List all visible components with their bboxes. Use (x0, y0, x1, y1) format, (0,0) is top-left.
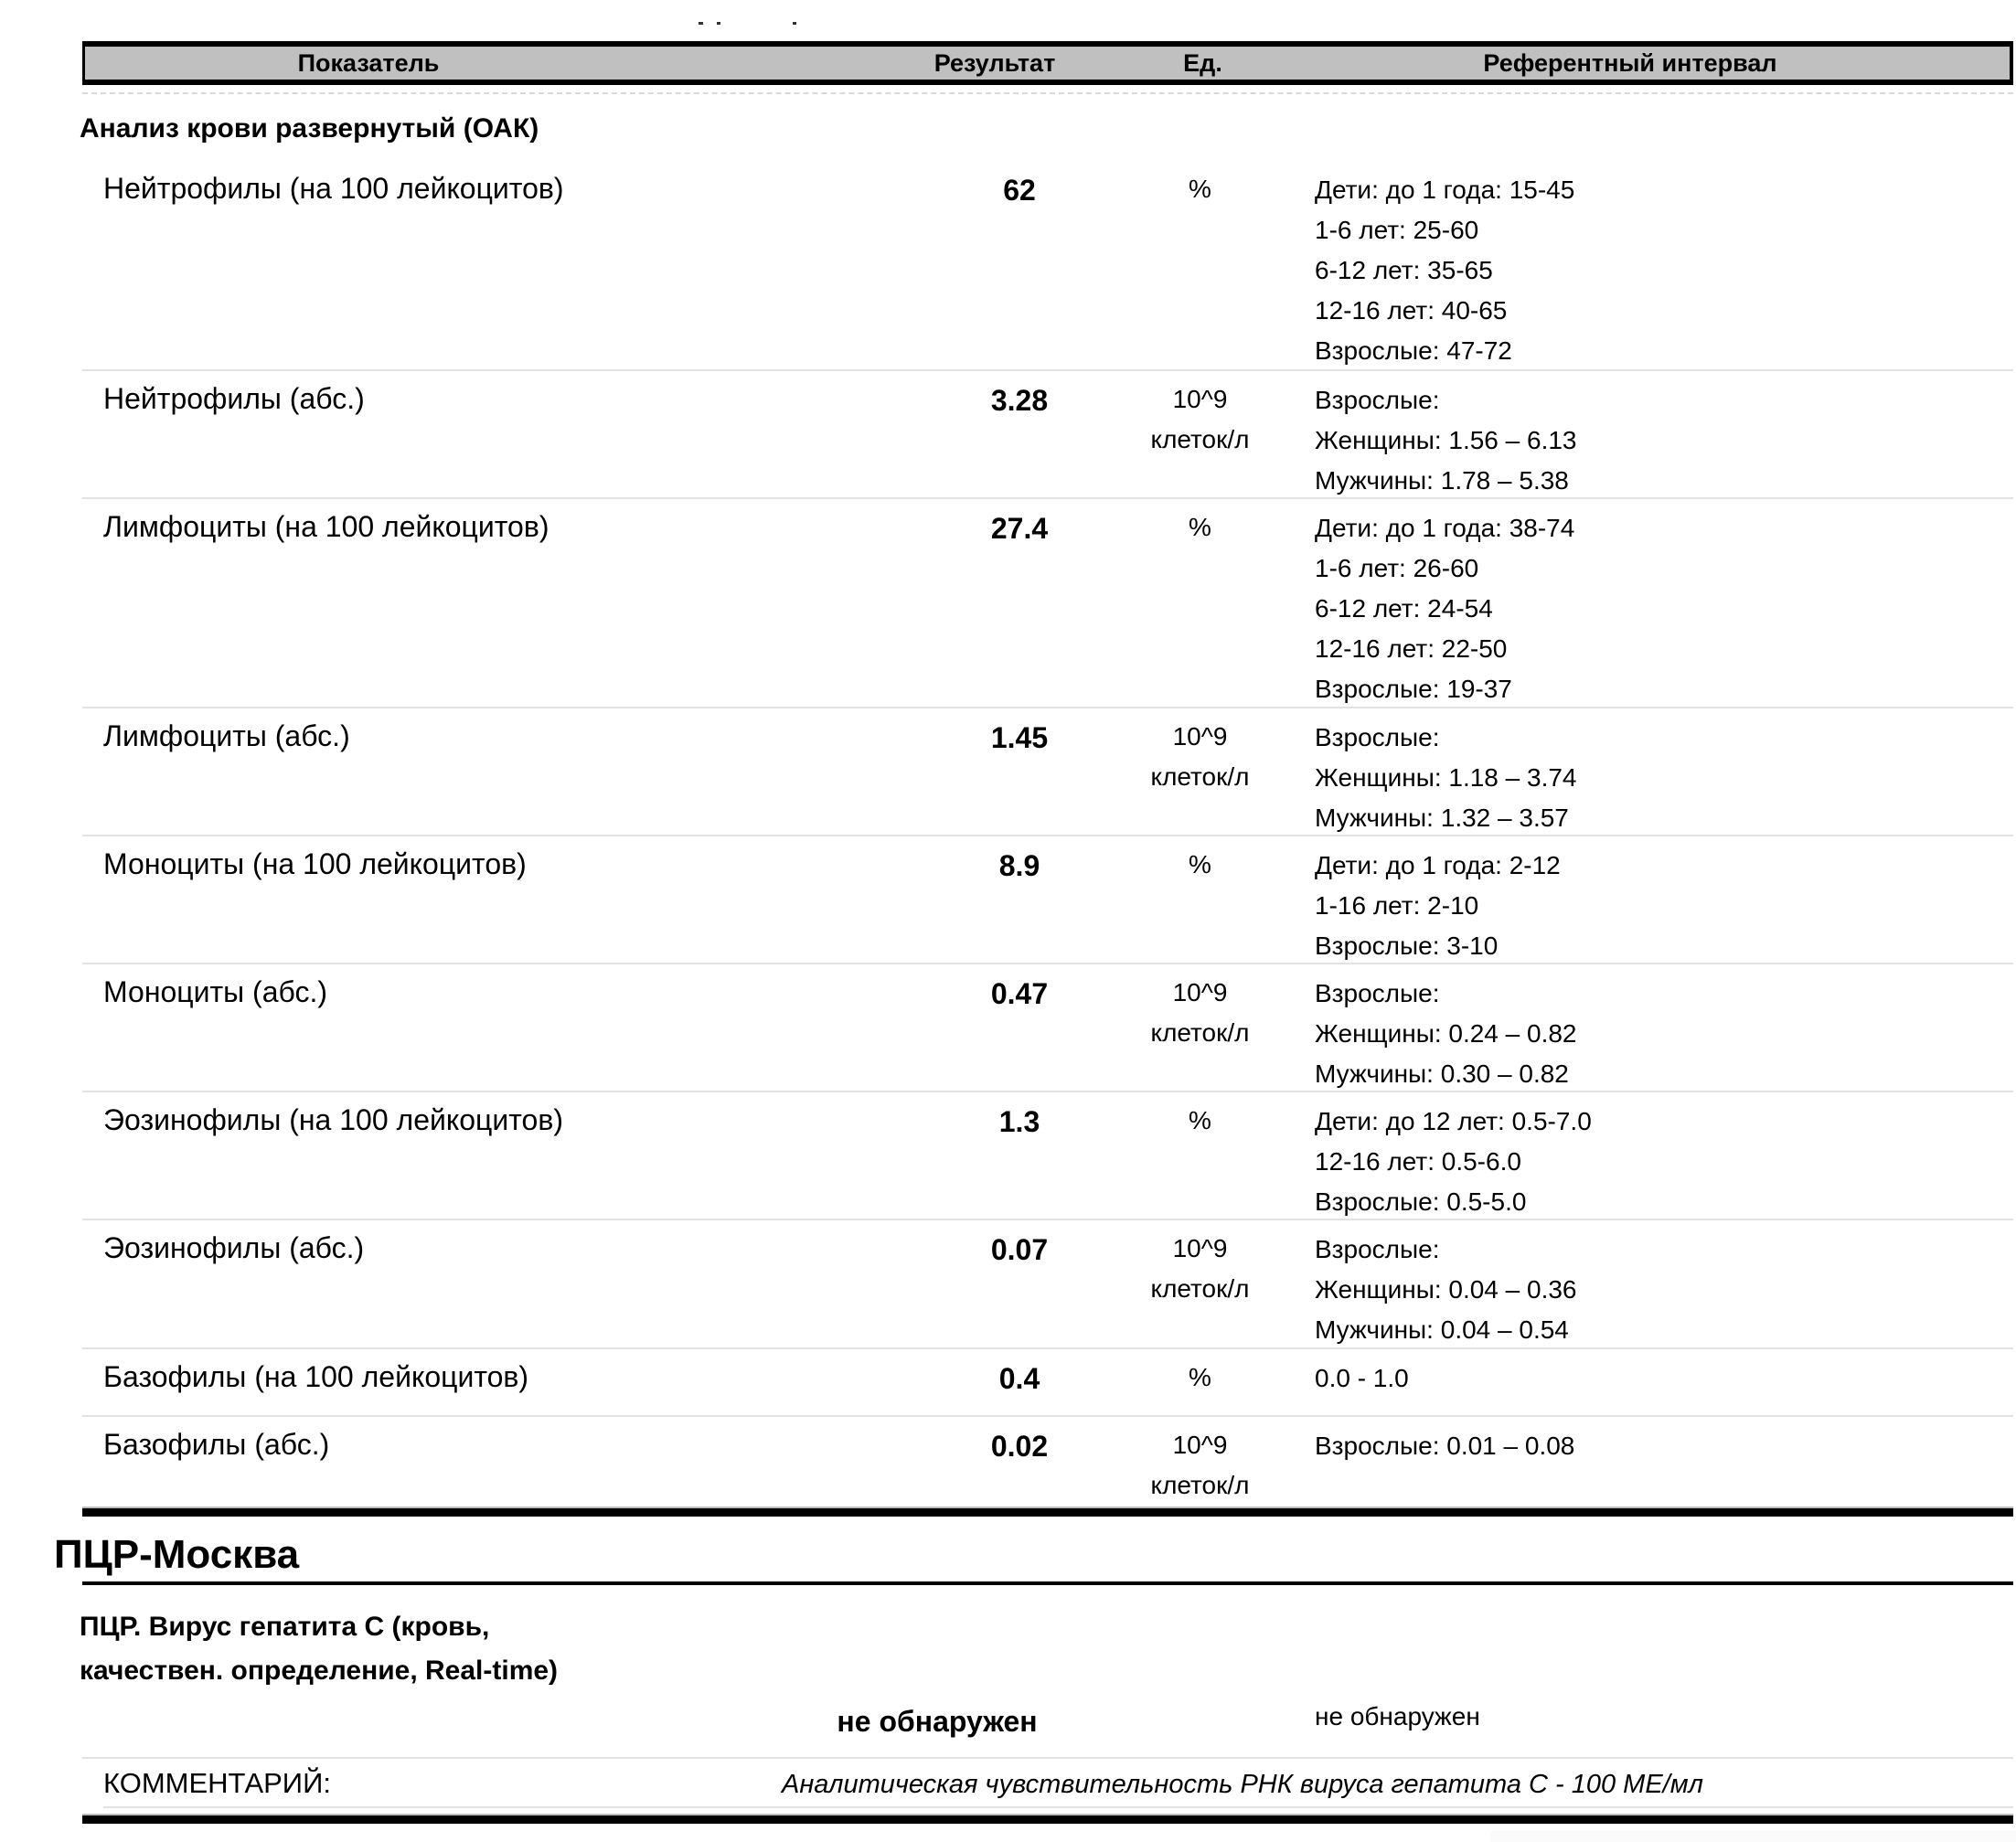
pcr-reference: не обнаружен (1315, 1702, 1480, 1730)
reference-line: Мужчины: 1.78 – 5.38 (1315, 466, 1569, 495)
reference-line: 12-16 лет: 22-50 (1315, 634, 1508, 663)
unit-line: % (1189, 850, 1211, 878)
indicator-name: Базофилы (на 100 лейкоцитов) (103, 1360, 529, 1393)
reference-line: Взрослые: 47-72 (1315, 336, 1512, 365)
reference-line: Дети: до 12 лет: 0.5-7.0 (1315, 1107, 1592, 1135)
unit-line: 10^9 (1172, 722, 1228, 751)
column-header-unit: Ед. (1183, 49, 1222, 77)
indicator-name: Нейтрофилы (абс.) (103, 382, 365, 415)
indicator-name: Эозинофилы (на 100 лейкоцитов) (103, 1103, 563, 1136)
reference-line: Женщины: 0.04 – 0.36 (1315, 1275, 1577, 1304)
reference-interval (1315, 974, 1577, 1094)
row-divider (82, 369, 2013, 371)
column-header-reference: Референтный интервал (1483, 49, 1777, 77)
reference-line: 6-12 лет: 24-54 (1315, 594, 1493, 623)
section-title: Анализ крови развернутый (ОАК) (80, 113, 539, 144)
reference-interval (1315, 718, 1577, 838)
row-divider (103, 1806, 2013, 1808)
reference-line: 12-16 лет: 0.5-6.0 (1315, 1147, 1521, 1176)
unit-line: 10^9 (1172, 978, 1228, 1006)
indicator-name: Лимфоциты (абс.) (103, 719, 350, 752)
reference-line: Дети: до 1 года: 15-45 (1315, 176, 1575, 204)
reference-interval (1315, 170, 1574, 371)
row-divider (82, 963, 2013, 964)
reference-line: Взрослые: 19-37 (1315, 675, 1512, 703)
pcr-test-title-line: качествен. определение, Real-time) (80, 1656, 559, 1686)
unit-line: % (1189, 1363, 1211, 1391)
reference-interval (1315, 380, 1577, 501)
lab-title: ПЦР-Москва (54, 1532, 300, 1577)
reference-line: Дети: до 1 года: 2-12 (1315, 851, 1561, 879)
reference-line: Женщины: 1.56 – 6.13 (1315, 426, 1577, 454)
reference-line: 1-6 лет: 26-60 (1315, 554, 1479, 582)
reference-interval (1315, 846, 1561, 966)
result-value: 0.47 (990, 977, 1049, 1010)
reference-line: 1-6 лет: 25-60 (1315, 216, 1479, 244)
reference-line: Взрослые: (1315, 979, 1440, 1007)
row-divider (82, 835, 2013, 836)
unit (1134, 379, 1266, 460)
top-artifact (717, 22, 720, 25)
reference-line: Дети: до 1 года: 38-74 (1315, 514, 1575, 542)
reference-interval (1315, 1358, 1409, 1399)
reference-line: Женщины: 0.24 – 0.82 (1315, 1019, 1577, 1048)
reference-line: Взрослые: 0.01 – 0.08 (1315, 1432, 1575, 1460)
row-divider (82, 1415, 2013, 1417)
top-artifact (699, 22, 703, 25)
reference-interval (1315, 508, 1574, 709)
reference-line: Мужчины: 1.32 – 3.57 (1315, 804, 1569, 832)
reference-line: Взрослые: (1315, 723, 1440, 751)
reference-interval (1315, 1426, 1574, 1466)
unit-line: клеток/л (1150, 1274, 1250, 1303)
unit-line: % (1189, 513, 1211, 541)
unit-line: клеток/л (1150, 762, 1250, 791)
reference-line: 0.0 - 1.0 (1315, 1364, 1409, 1392)
header-divider (82, 92, 2013, 94)
pcr-result: не обнаружен (837, 1705, 1038, 1738)
unit (1134, 1358, 1266, 1398)
unit-line: клеток/л (1150, 1471, 1250, 1499)
unit-line: % (1189, 175, 1211, 203)
unit (1134, 507, 1266, 548)
unit-line: клеток/л (1150, 425, 1250, 453)
section-end-rule (82, 1507, 2013, 1517)
reference-line: Мужчины: 0.30 – 0.82 (1315, 1059, 1569, 1088)
result-value: 0.07 (990, 1233, 1049, 1266)
result-value: 3.28 (990, 384, 1049, 417)
unit-line: клеток/л (1150, 1018, 1250, 1047)
reference-line: Женщины: 1.18 – 3.74 (1315, 763, 1577, 792)
reference-line: Взрослые: 0.5-5.0 (1315, 1187, 1527, 1216)
reference-line: Мужчины: 0.04 – 0.54 (1315, 1315, 1569, 1344)
indicator-name: Нейтрофилы (на 100 лейкоцитов) (103, 172, 564, 205)
lab-title-rule (82, 1581, 2013, 1585)
comment-text: Аналитическая чувствительность РНК вируса гепатита С - 100 МЕ/мл (782, 1770, 1703, 1799)
result-value: 1.45 (990, 721, 1049, 754)
result-value: 0.02 (990, 1430, 1049, 1463)
reference-interval (1315, 1230, 1577, 1350)
comment-label: КОММЕНТАРИЙ: (103, 1767, 331, 1799)
page-shade (1490, 1831, 2016, 1842)
table-header (82, 41, 2013, 85)
indicator-name: Эозинофилы (абс.) (103, 1231, 365, 1264)
unit (1134, 169, 1266, 209)
row-divider (82, 1757, 2013, 1759)
row-divider (82, 1091, 2013, 1092)
result-value: 0.4 (998, 1362, 1040, 1395)
result-value: 27.4 (990, 512, 1049, 545)
reference-line: 6-12 лет: 35-65 (1315, 256, 1493, 284)
reference-line: Взрослые: 3-10 (1315, 932, 1499, 960)
result-value: 62 (1003, 174, 1036, 207)
unit-line: 10^9 (1172, 1431, 1228, 1459)
pcr-test-title-line: ПЦР. Вирус гепатита С (кровь, (80, 1612, 490, 1642)
indicator-name: Моноциты (абс.) (103, 975, 327, 1008)
row-divider (82, 1219, 2013, 1220)
result-value: 1.3 (998, 1105, 1040, 1138)
unit (1134, 1229, 1266, 1309)
unit (1134, 845, 1266, 885)
indicator-name: Моноциты (на 100 лейкоцитов) (103, 847, 527, 880)
unit (1134, 1101, 1266, 1141)
unit-line: 10^9 (1172, 385, 1228, 413)
unit-line: % (1189, 1106, 1211, 1134)
indicator-name: Лимфоциты (на 100 лейкоцитов) (103, 510, 549, 543)
unit (1134, 973, 1266, 1053)
reference-line: 1-16 лет: 2-10 (1315, 891, 1479, 920)
indicator-name: Базофилы (абс.) (103, 1428, 330, 1461)
reference-interval (1315, 1102, 1592, 1222)
pcr-test-title (80, 1605, 558, 1693)
unit (1134, 717, 1266, 797)
row-divider (82, 707, 2013, 708)
reference-line: 12-16 лет: 40-65 (1315, 296, 1508, 325)
result-value: 8.9 (998, 849, 1040, 882)
top-artifact (793, 22, 796, 25)
lab-end-rule (82, 1814, 2013, 1824)
column-header-result: Результат (933, 49, 1056, 77)
unit (1134, 1425, 1266, 1506)
column-header-indicator: Показатель (297, 49, 440, 77)
row-divider (82, 497, 2013, 499)
reference-line: Взрослые: (1315, 1235, 1440, 1263)
unit-line: 10^9 (1172, 1234, 1228, 1262)
row-divider (82, 1347, 2013, 1349)
reference-line: Взрослые: (1315, 386, 1440, 414)
